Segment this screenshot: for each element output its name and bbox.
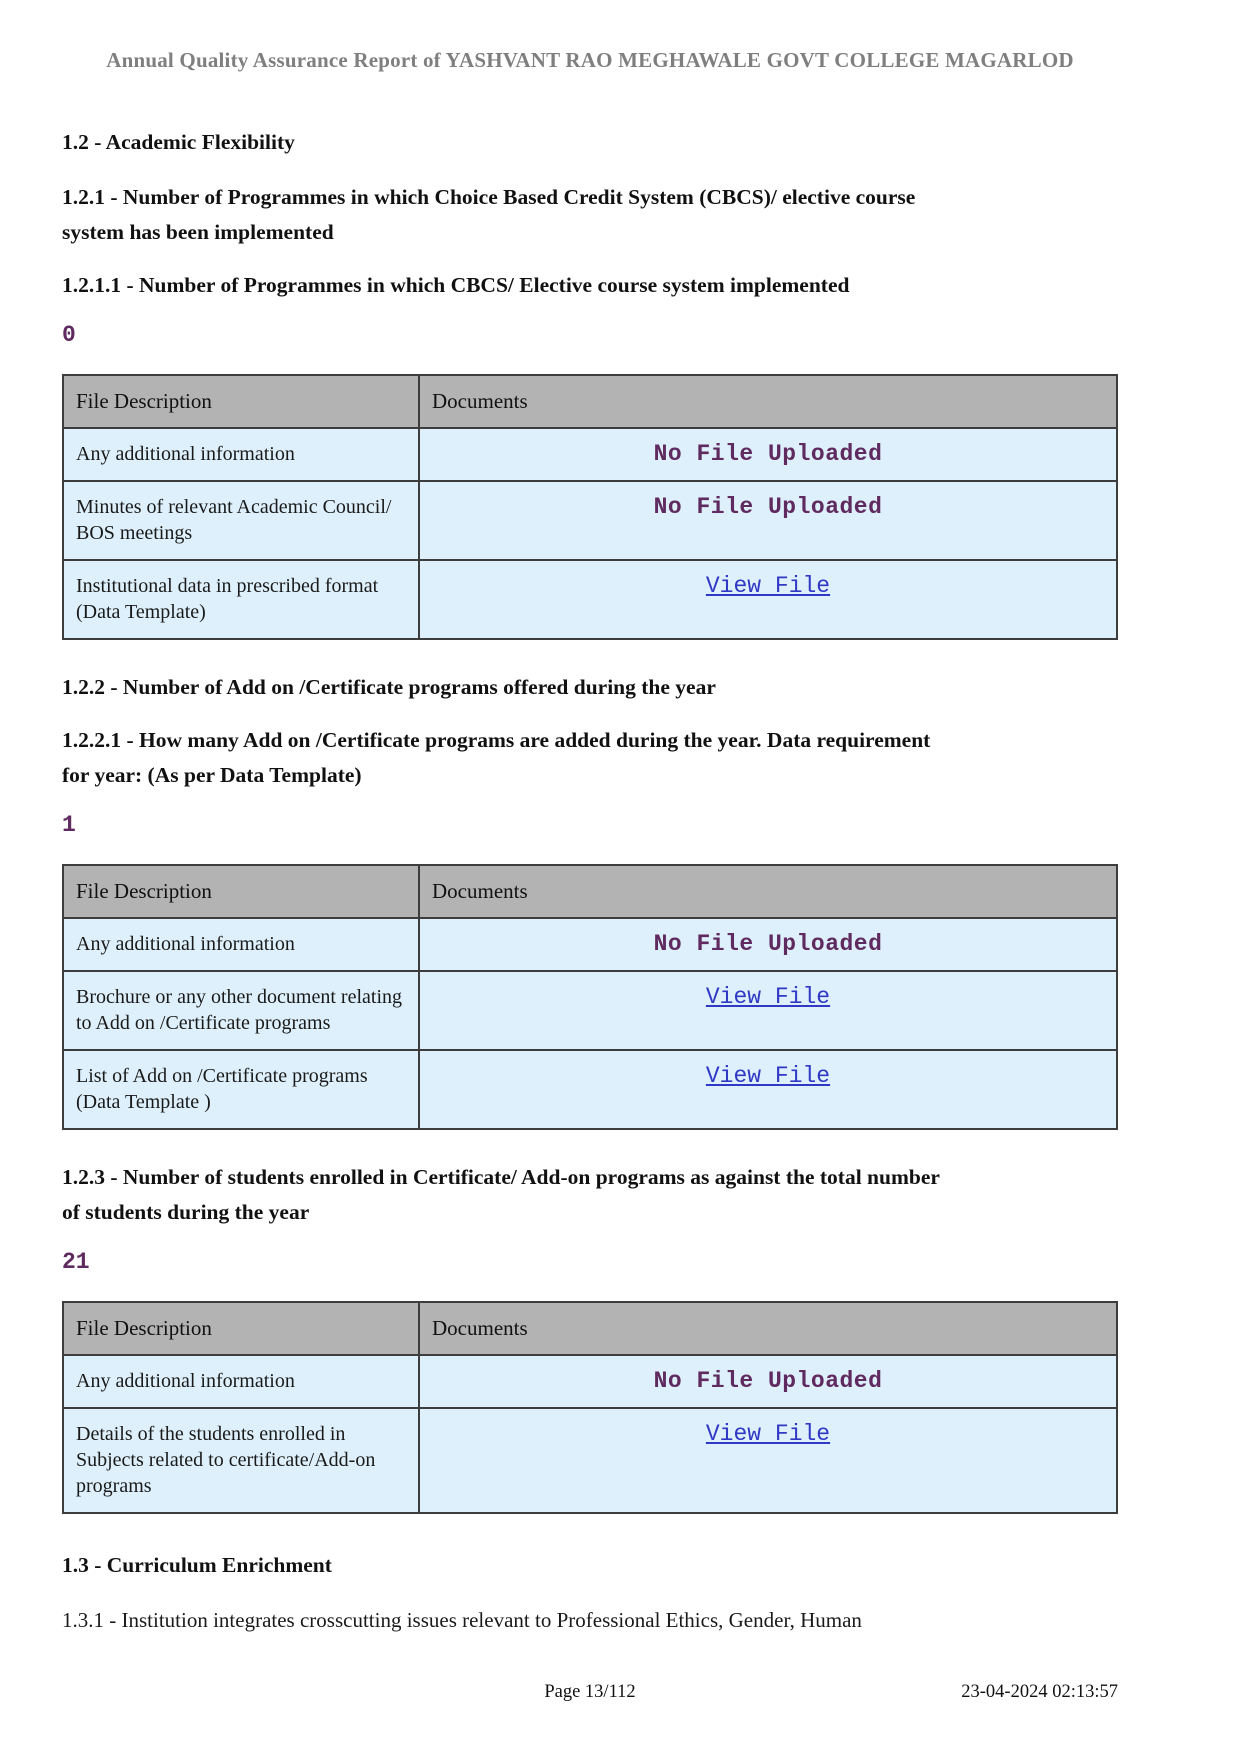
page-content [62, 0, 1118, 1638]
file-description-cell: Institutional data in prescribed format (Data Template) [63, 560, 419, 639]
document-cell [419, 1408, 1117, 1513]
paragraph-1-3-1: 1.3.1 - Institution integrates crosscutting issues relevant to Professional Ethics, Gender, Human [62, 1608, 862, 1632]
column-header-documents: Documents [419, 1302, 1117, 1355]
view-file-link[interactable]: View File [705, 1421, 831, 1447]
column-header-documents: Documents [419, 375, 1117, 428]
metric-value-1-2-3: 21 [62, 1249, 90, 1275]
footer-page-number: Page 13/112 [544, 1682, 636, 1702]
table-row [63, 560, 1117, 639]
no-file-uploaded-text: No File Uploaded [653, 931, 883, 957]
column-header-documents: Documents [419, 865, 1117, 918]
document-cell [419, 481, 1117, 560]
table-row [63, 971, 1117, 1050]
section-heading-1-3: 1.3 - Curriculum Enrichment [62, 1553, 332, 1577]
file-table-1-2-1-1 [62, 374, 1118, 640]
section-heading-1-2-1-1: 1.2.1.1 - Number of Programmes in which CBCS/ Elective course system implemented [62, 273, 850, 297]
section-heading-1-2-2: 1.2.2 - Number of Add on /Certificate programs offered during the year [62, 675, 716, 699]
file-table-1-2-3 [62, 1301, 1118, 1514]
file-table-1-2-2-1 [62, 864, 1118, 1130]
document-cell [419, 560, 1117, 639]
file-description-cell: List of Add on /Certificate programs (Data Template ) [63, 1050, 419, 1129]
table-header-row [63, 1302, 1117, 1355]
table-row [63, 1050, 1117, 1129]
file-description-cell: Details of the students enrolled in Subjects related to certificate/Add-on programs [63, 1408, 419, 1513]
file-description-cell: Minutes of relevant Academic Council/ BOS meetings [63, 481, 419, 560]
table-row [63, 481, 1117, 560]
column-header-file-description: File Description [63, 1302, 419, 1355]
view-file-link[interactable]: View File [705, 573, 831, 599]
file-description-cell: Brochure or any other document relating to Add on /Certificate programs [63, 971, 419, 1050]
column-header-file-description: File Description [63, 375, 419, 428]
column-header-file-description: File Description [63, 865, 419, 918]
table-header-row [63, 865, 1117, 918]
footer-timestamp: 23-04-2024 02:13:57 [961, 1682, 1118, 1702]
table-row [63, 1355, 1117, 1408]
document-cell [419, 1355, 1117, 1408]
file-description-cell: Any additional information [63, 428, 419, 481]
metric-value-1-2-2-1: 1 [62, 812, 76, 838]
file-description-cell: Any additional information [63, 1355, 419, 1408]
table-row [63, 918, 1117, 971]
table-row [63, 1408, 1117, 1513]
section-heading-1-2: 1.2 - Academic Flexibility [62, 130, 295, 154]
document-cell [419, 918, 1117, 971]
file-description-cell: Any additional information [63, 918, 419, 971]
page-footer [62, 1682, 1118, 1703]
section-heading-1-2-2-1: 1.2.2.1 - How many Add on /Certificate programs are added during the year. Data requirement for year: (As per Data Template) [62, 728, 931, 787]
metric-value-1-2-1-1: 0 [62, 322, 76, 348]
document-cell [419, 428, 1117, 481]
section-heading-1-2-3: 1.2.3 - Number of students enrolled in Certificate/ Add-on programs as against the total number of students during the year [62, 1165, 940, 1224]
view-file-link[interactable]: View File [705, 1063, 831, 1089]
report-header-title: Annual Quality Assurance Report of YASHVANT RAO MEGHAWALE GOVT COLLEGE MAGARLOD [106, 48, 1074, 72]
no-file-uploaded-text: No File Uploaded [653, 1368, 883, 1394]
document-cell [419, 971, 1117, 1050]
section-heading-1-2-1: 1.2.1 - Number of Programmes in which Choice Based Credit System (CBCS)/ elective course system has been implemented [62, 185, 916, 244]
table-row [63, 428, 1117, 481]
no-file-uploaded-text: No File Uploaded [653, 441, 883, 467]
no-file-uploaded-text: No File Uploaded [653, 494, 883, 520]
document-cell [419, 1050, 1117, 1129]
table-header-row [63, 375, 1117, 428]
view-file-link[interactable]: View File [705, 984, 831, 1010]
